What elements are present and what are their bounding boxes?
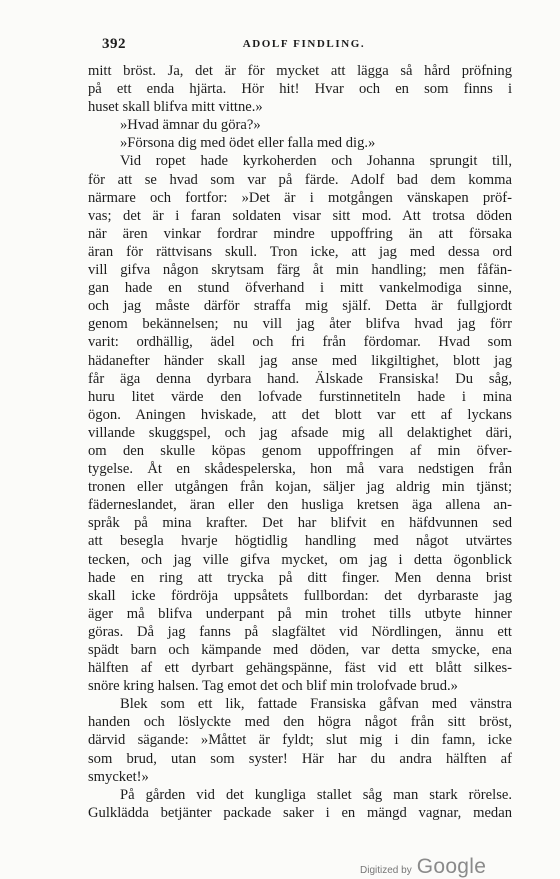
text-line: tecken, och jag ville gifva mycket, om jag i detta ögonblick: [88, 551, 512, 568]
text-line: på ett enda hjärta. Hör hit! Hvar och en som finns i: [88, 81, 512, 98]
text-line: huset skall blifva mitt vittne.»: [88, 99, 263, 116]
text-line: fäderneslandet, äran eller den husliga kretsen äga allena an-: [88, 497, 512, 514]
text-line: tronen eller utgången från kojan, säljer jag aldrig min tjänst;: [88, 479, 512, 496]
digitization-credit: [360, 855, 486, 879]
text-line: hade en ring att trycka på ditt finger. Men denna brist: [88, 569, 512, 586]
text-line: och jag måste därför straffa mig själf. Detta är fullgjordt: [88, 298, 512, 315]
digitized-by-label: Digitized by: [360, 865, 412, 876]
body-text: [88, 62, 512, 822]
text-line: språk på mina krafter. Det har blifvit en häfdvunnen sed: [88, 515, 512, 532]
text-line: Blek som ett lik, fattade Fransiska gåfvan med vänstra: [120, 696, 512, 713]
text-line: snöre kring halsen. Tag emot det och blif min trolofvade brud.»: [88, 678, 458, 695]
text-line: äran för rättvisans skull. Tron icke, att jag med dessa ord: [88, 243, 512, 260]
text-line: när ären vinkar fordrar mindre uppoffring än att försaka: [88, 225, 512, 242]
text-line: handen och löslyckte med den högra något från sitt bröst,: [88, 714, 512, 731]
text-line: tygelse. Åt en skådespelerska, hon må vara nedstigen från: [88, 461, 512, 478]
text-line: hädanefter händer skall jag anse med likgiltighet, blott jag: [88, 352, 512, 369]
text-line: huru litet värde den lofvade furstinnetiteln hade i mina: [88, 388, 512, 405]
text-line: att besegla hvarje högtidlig handling med något utvärtes: [88, 533, 512, 550]
text-line: mitt bröst. Ja, det är för mycket att lägga så hård pröfning: [88, 63, 512, 79]
text-line: för att se hvad som var på färde. Adolf bad dem komma: [88, 171, 512, 188]
text-line: genom bekännelsen; nu vill jag åter blifva hvad jag förr: [88, 316, 512, 333]
running-title: ADOLF FINDLING.: [242, 38, 366, 50]
text-line: Gulklädda betjänter packade saker i en mängd vagnar, medan: [88, 804, 512, 821]
page-number: 392: [102, 36, 126, 52]
google-logo: Google: [416, 855, 487, 878]
text-line: vill gifva någon skrytsam färg åt min handling; men fåfän-: [88, 262, 512, 279]
text-line: därvid sägande: »Måttet är fyldt; slut mig i din famn, icke: [88, 732, 512, 749]
text-line: varit: ordhällig, ädel och fri från fördomar. Hvad som: [88, 334, 512, 351]
text-line: På gården vid det kungliga stallet såg man stark rörelse.: [120, 786, 512, 803]
text-line: smycket!»: [88, 768, 149, 785]
text-line: göras. Då jag fanns på slagfältet vid Nördlingen, ännu ett: [88, 623, 512, 640]
text-line: »Hvad ämnar du göra?»: [120, 117, 261, 134]
text-line: ögon. Aningen hviskade, att det blott var ett af lyckans: [88, 406, 512, 423]
text-line: villande skuggspel, och jag afsade mig all delaktighet däri,: [88, 424, 512, 441]
page-header: [102, 36, 506, 56]
text-line: »Försona dig med ödet eller falla med dig.»: [120, 135, 376, 152]
text-line: gan hade en stund öfverhand i mitt vankelmodiga sinne,: [88, 280, 512, 297]
text-line: som brud, utan som syster! Här har du andra hälften af: [88, 750, 512, 767]
text-line: får äga denna dyrbara hand. Älskade Fransiska! Du såg,: [88, 370, 512, 387]
text-line: spädt barn och kämpande med döden, var detta smycke, ena: [88, 642, 512, 658]
text-line: Vid ropet hade kyrkoherden och Johanna sprungit till,: [120, 153, 512, 170]
text-line: om den skulle köpas genom uppoffringen af min öfver-: [88, 442, 512, 459]
text-line: vas; det är i faran soldaten visar sitt mod. Att trotsa döden: [88, 207, 512, 224]
text-line: hälften af ett dyrbart gehängspänne, fäst vid ett blått silkes-: [88, 660, 512, 677]
text-line: skall icke fördröja uppsåtets fullbordan: det dyrbaraste jag: [88, 587, 512, 604]
text-line: närmare och fortfor: »Det är i motgången vänskapen pröf-: [88, 189, 512, 206]
text-line: äger må blifva underpant på min trohet tills utbyte hinner: [88, 605, 512, 622]
